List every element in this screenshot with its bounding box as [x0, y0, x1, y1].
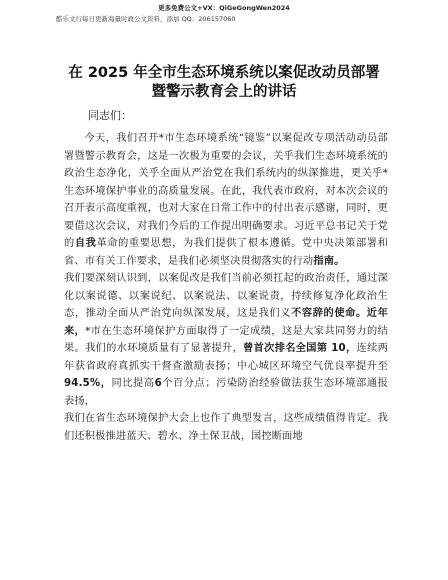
paragraph-3: 我们在省生态环境保护大会上也作了典型发言，这些成绩值得肯定。我们还积极推进蓝天、碧水、净土保卫战，国控断面地 [64, 413, 388, 442]
document-title [0, 64, 448, 102]
paragraph-2-text: 我们要深刻认识到，以案促改是我们当前必须扛起的政治责任，通过深化以案说德、以案说纪、以案说法、以案说责，持续修复净化政治生态，推动全面从严治党向纵深发展，这是我们义 [64, 273, 388, 319]
header-source-note: 酷乐文行每日更新海量时政公文资料，添加 QQ：206157060 [56, 15, 236, 23]
emphasis-text: 不容辞的使命。近年来， [64, 308, 388, 337]
title-line-2: 暨警示教育会上的讲话 [151, 84, 297, 100]
paragraph-1-text: 今天，我们召开*市生态环境系统“镜鉴”以案促改专项活动动员部署暨警示教育会，这是一次极为重要的会议，关乎我们生态环境系统的政治生态净化，关乎全面从严治党在我们系统内的纵深推进，更关乎*生态环境保护事业的高质量发展。在此，我代表市政府，对本次会议的召开表示高度重视，也对大家在日常工作中的付出表示感谢，同时，更要借这次会议，对我们今后的工作提出明确要求。习近平总书记关于党的 [64, 133, 388, 249]
paragraph-2-text-e: 个百分点；污染防治经验做法获生态环境部通报表扬， [64, 378, 388, 407]
emphasis-text: 6 [154, 378, 162, 389]
paragraph-1-text-b: 革命的重要思想，为我们提供了根本遵循。党中央决策部署和省、市有关工作要求，是我们必须坚决贯彻落实的行动 [64, 238, 389, 267]
emphasis-text: 曾首次排名全国第 10， [243, 343, 357, 354]
paragraph-2-text-d: 同比提高 [111, 378, 155, 389]
paragraph-2-text-c: 连续两年获省政府真抓实干督查激励表扬；中心城区环境空气优良率提升至 [64, 343, 388, 372]
paragraph-2 [64, 270, 388, 410]
paragraph-2-text-b: *市在生态环境保护方面取得了一定成绩，这是大家共同努力的结果。我们的水环境质量有了显著提升， [64, 325, 388, 354]
emphasis-text: 94.5%， [64, 378, 112, 389]
salutation: 同志们： [88, 109, 132, 122]
header-watermark-line: 更多免费公文+VX：QiGeGongWen2024 [158, 4, 290, 12]
emphasis-text: 自我 [74, 238, 97, 249]
emphasis-text: 指南。 [313, 255, 345, 267]
paragraph-1 [64, 130, 388, 270]
speech-body [64, 130, 388, 445]
title-line-1: 在 2025 年全市生态环境系统以案促改动员部署 [68, 65, 380, 81]
